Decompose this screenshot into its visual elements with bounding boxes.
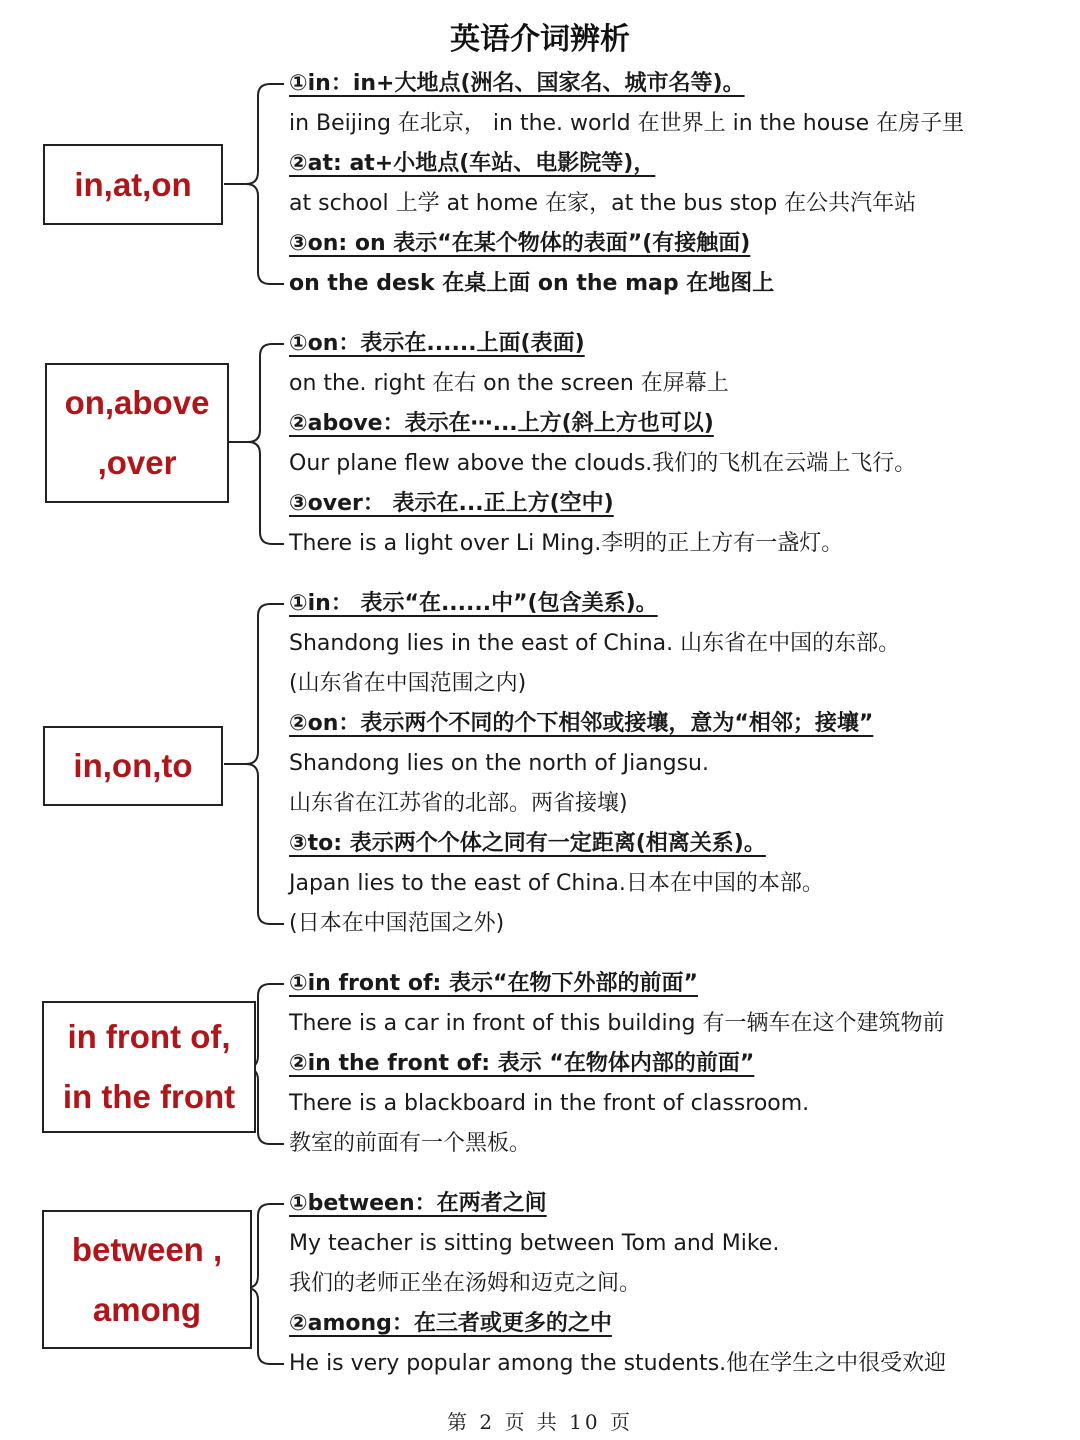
label-box xyxy=(45,363,229,503)
rule-heading: ②above：表示在⋯...上方(斜上方也可以) xyxy=(289,411,714,436)
example-line: on the. right 在右 on the screen 在屏幕上 xyxy=(289,371,729,396)
example-line: 山东省在江苏省的北部。两省接壤) xyxy=(289,791,628,816)
page-footer: 第 2 页 共 10 页 xyxy=(447,1410,633,1434)
example-line: Japan lies to the east of China.日本在中国的本部。 xyxy=(289,871,824,896)
rule-heading: ②at: at+小地点(车站、电影院等)， xyxy=(289,151,656,176)
label-line: between , xyxy=(71,1230,223,1268)
label-line: ,over xyxy=(97,444,177,481)
example-line: 我们的老师正坐在汤姆和迈克之间。 xyxy=(289,1271,642,1296)
rule-heading: ①in front of: 表示“在物下外部的前面” xyxy=(289,971,698,996)
example-line: Shandong lies on the north of Jiangsu. xyxy=(289,751,709,776)
label-box xyxy=(42,1001,256,1133)
rule-heading: ①on：表示在......上面(表面) xyxy=(289,331,585,356)
label-box xyxy=(43,144,223,225)
label-line: on,above xyxy=(64,384,210,421)
label-line: in front of, xyxy=(67,1018,231,1055)
example-line: in Beijing 在北京， in the. world 在世界上 in the house 在房子里 xyxy=(289,111,965,136)
rule-heading: ②in the front of: 表示 “在物体内部的前面” xyxy=(289,1051,755,1076)
example-line: on the desk 在桌上面 on the map 在地图上 xyxy=(289,271,775,296)
example-line: 教室的前面有一个黑板。 xyxy=(289,1131,532,1156)
example-line: Shandong lies in the east of China. 山东省在中国的东部。 xyxy=(289,631,901,656)
rule-heading: ①in：in+大地点(洲名、国家名、城市名等)。 xyxy=(289,71,745,96)
label-box xyxy=(42,1210,252,1349)
example-line: (山东省在中国范围之内) xyxy=(289,671,527,696)
label-line: in,at,on xyxy=(74,165,192,203)
example-line: There is a light over Li Ming.李明的正上方有一盏灯。 xyxy=(289,531,844,556)
example-line: (日本在中国范国之外) xyxy=(289,911,505,936)
page-title: 英语介词辨析 xyxy=(450,22,630,57)
rule-heading: ③to: 表示两个个体之同有一定距离(相离关系)。 xyxy=(289,831,766,856)
rule-heading: ②among：在三者或更多的之中 xyxy=(289,1311,612,1336)
rule-heading: ②on：表示两个不同的个下相邻或接壤，意为“相邻；接壤” xyxy=(289,711,874,736)
example-line: at school 上学 at home 在家，at the bus stop 在公共汽年站 xyxy=(289,191,917,216)
rule-heading: ③on: on 表示“在某个物体的表面”(有接触面) xyxy=(289,231,751,256)
rule-heading: ③over： 表示在...正上方(空中) xyxy=(289,491,614,516)
rule-heading: ①between：在两者之间 xyxy=(289,1191,547,1216)
label-line: in the front xyxy=(62,1078,236,1115)
label-box xyxy=(43,726,223,806)
rule-heading: ①in： 表示“在......中”(包含美系)。 xyxy=(289,591,658,616)
example-line: There is a blackboard in the front of classroom. xyxy=(289,1091,810,1116)
example-line: He is very popular among the students.他在学生之中很受欢迎 xyxy=(289,1351,947,1376)
example-line: There is a car in front of this building 有一辆车在这个建筑物前 xyxy=(289,1011,945,1036)
label-line: among xyxy=(92,1290,202,1328)
example-line: Our plane flew above the clouds.我们的飞机在云端上飞行。 xyxy=(289,451,917,476)
label-line: in,on,to xyxy=(73,747,193,784)
example-line: My teacher is sitting between Tom and Mike. xyxy=(289,1231,780,1256)
